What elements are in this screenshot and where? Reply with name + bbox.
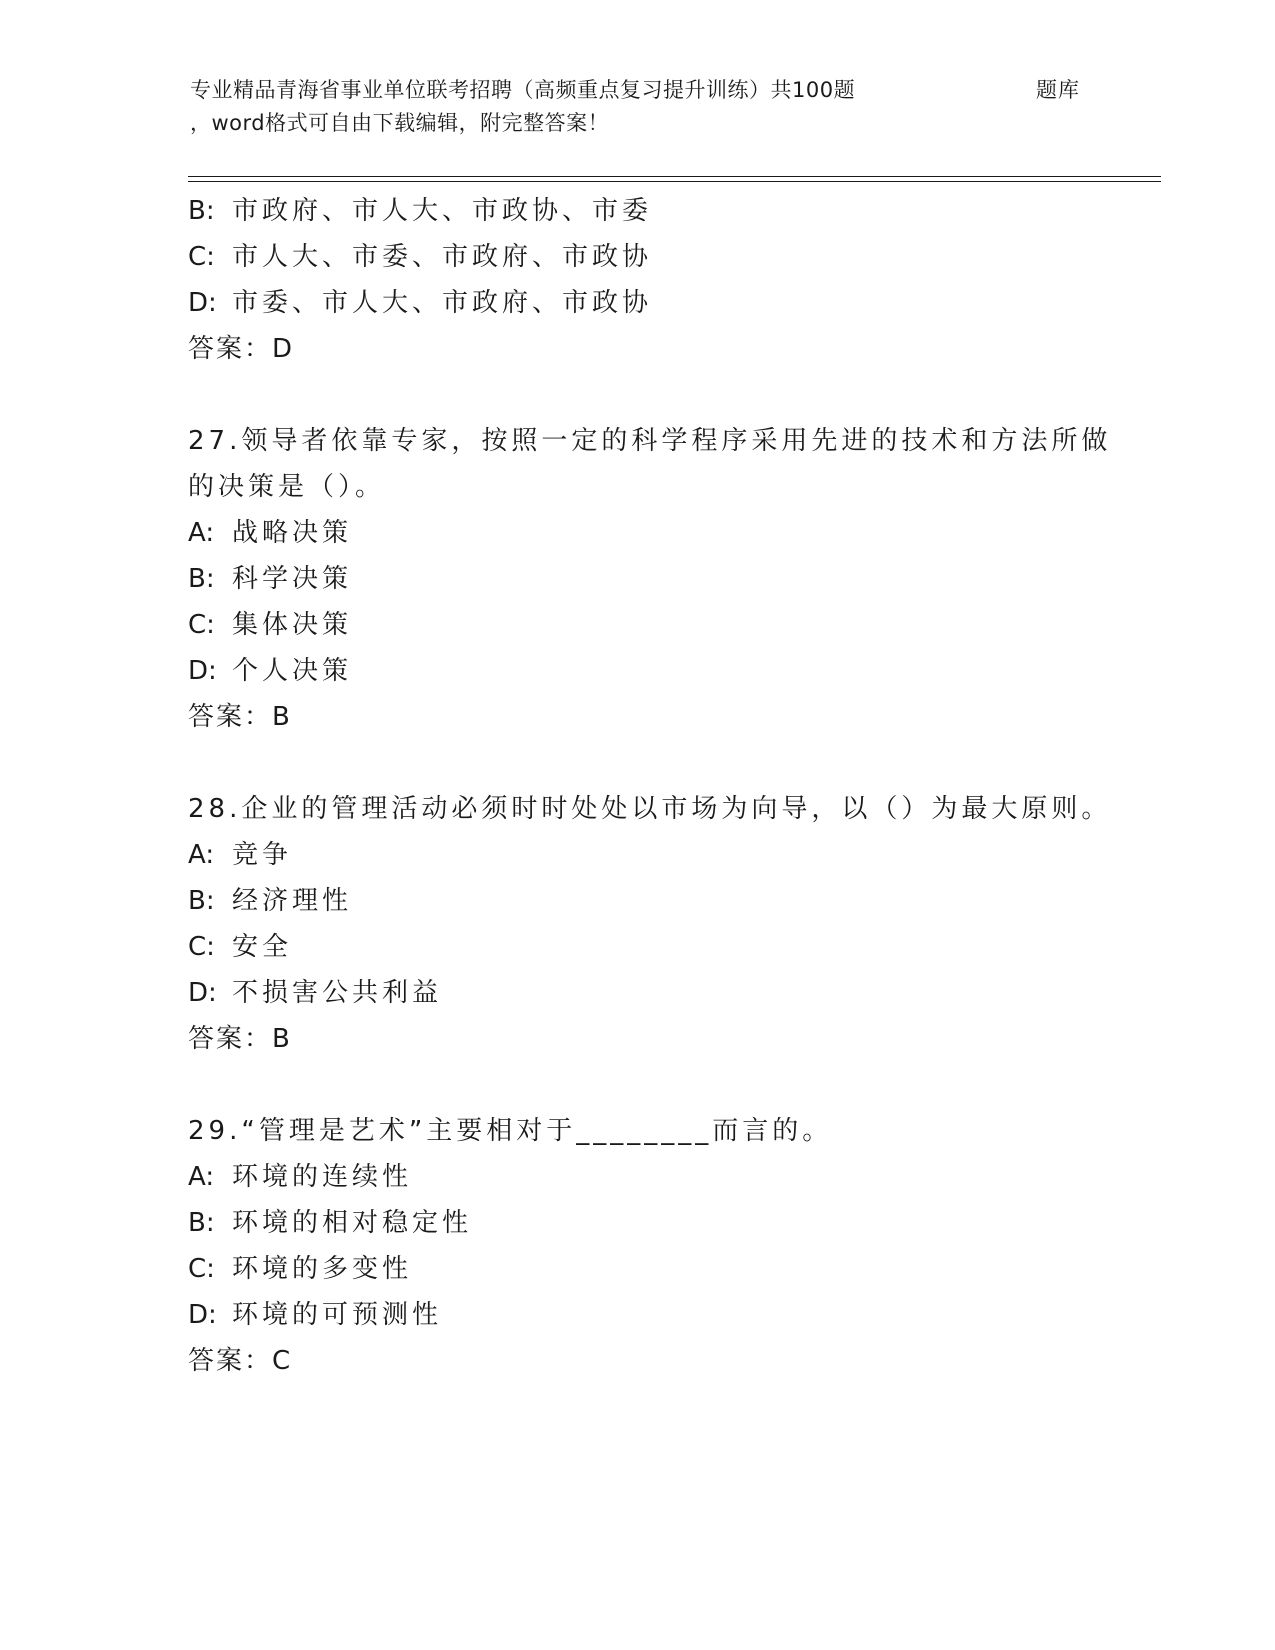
option-letter: C: [188, 610, 215, 640]
q28-answer: 答案：B [188, 1024, 292, 1054]
option-letter: C: [188, 242, 215, 272]
option-text: 市政府、市人大、市政协、市委 [232, 196, 653, 226]
option-text: 环境的连续性 [232, 1162, 413, 1192]
header-divider-bottom [188, 181, 1161, 182]
option-text: 竞争 [232, 840, 293, 870]
header-title-line-1: 专业精品青海省事业单位联考招聘（高频重点复习提升训练）共100题 [190, 78, 856, 102]
option-letter: D: [188, 288, 217, 318]
header-divider-top [188, 176, 1161, 177]
option-letter: A: [188, 518, 215, 548]
q29-stem-line-1: 29.“管理是艺术”主要相对于________而言的。 [188, 1116, 833, 1146]
option-letter: B: [188, 1208, 215, 1238]
q28-option-d [188, 976, 442, 1010]
q26-option-b [188, 194, 652, 228]
option-text: 环境的可预测性 [232, 1300, 443, 1330]
option-letter: A: [188, 840, 215, 870]
q26-option-c [188, 240, 652, 274]
q27-stem-line-2: 的决策是（）。 [188, 472, 386, 502]
option-text: 市人大、市委、市政府、市政协 [232, 242, 653, 272]
option-text: 环境的多变性 [232, 1254, 413, 1284]
q29-option-a [188, 1160, 412, 1194]
option-text: 科学决策 [232, 564, 353, 594]
option-text: 环境的相对稳定性 [232, 1208, 473, 1238]
option-text: 经济理性 [232, 886, 353, 916]
option-letter: C: [188, 1254, 215, 1284]
option-text: 个人决策 [232, 656, 353, 686]
q27-option-a [188, 516, 352, 550]
q27-option-c [188, 608, 352, 642]
header-label: 题库 [1036, 78, 1080, 102]
option-text: 集体决策 [232, 610, 353, 640]
q28-option-a [188, 838, 292, 872]
q29-option-b [188, 1206, 472, 1240]
option-letter: B: [188, 886, 215, 916]
option-letter: A: [188, 1162, 215, 1192]
option-text: 市委、市人大、市政府、市政协 [232, 288, 653, 318]
option-letter: D: [188, 656, 217, 686]
q29-option-d [188, 1298, 442, 1332]
q29-answer: 答案：C [188, 1346, 293, 1376]
option-text: 不损害公共利益 [232, 978, 443, 1008]
option-letter: B: [188, 564, 215, 594]
q27-answer: 答案：B [188, 702, 292, 732]
q28-stem-line-1: 28.企业的管理活动必须时时处处以市场为向导，以（）为最大原则。 [188, 794, 1112, 824]
option-letter: C: [188, 932, 215, 962]
q27-option-b [188, 562, 352, 596]
option-letter: D: [188, 1300, 217, 1330]
q27-option-d [188, 654, 352, 688]
q29-option-c [188, 1252, 412, 1286]
option-text: 安全 [232, 932, 293, 962]
q28-option-c [188, 930, 292, 964]
q26-answer: 答案：D [188, 334, 295, 364]
q27-stem-line-1: 27.领导者依靠专家，按照一定的科学程序采用先进的技术和方法所做 [188, 426, 1112, 456]
option-text: 战略决策 [232, 518, 353, 548]
option-letter: B: [188, 196, 215, 226]
header-title-line-2: ，word格式可自由下载编辑，附完整答案！ [190, 111, 610, 135]
page-header [190, 74, 1090, 140]
q28-option-b [188, 884, 352, 918]
q26-option-d [188, 286, 652, 320]
option-letter: D: [188, 978, 217, 1008]
